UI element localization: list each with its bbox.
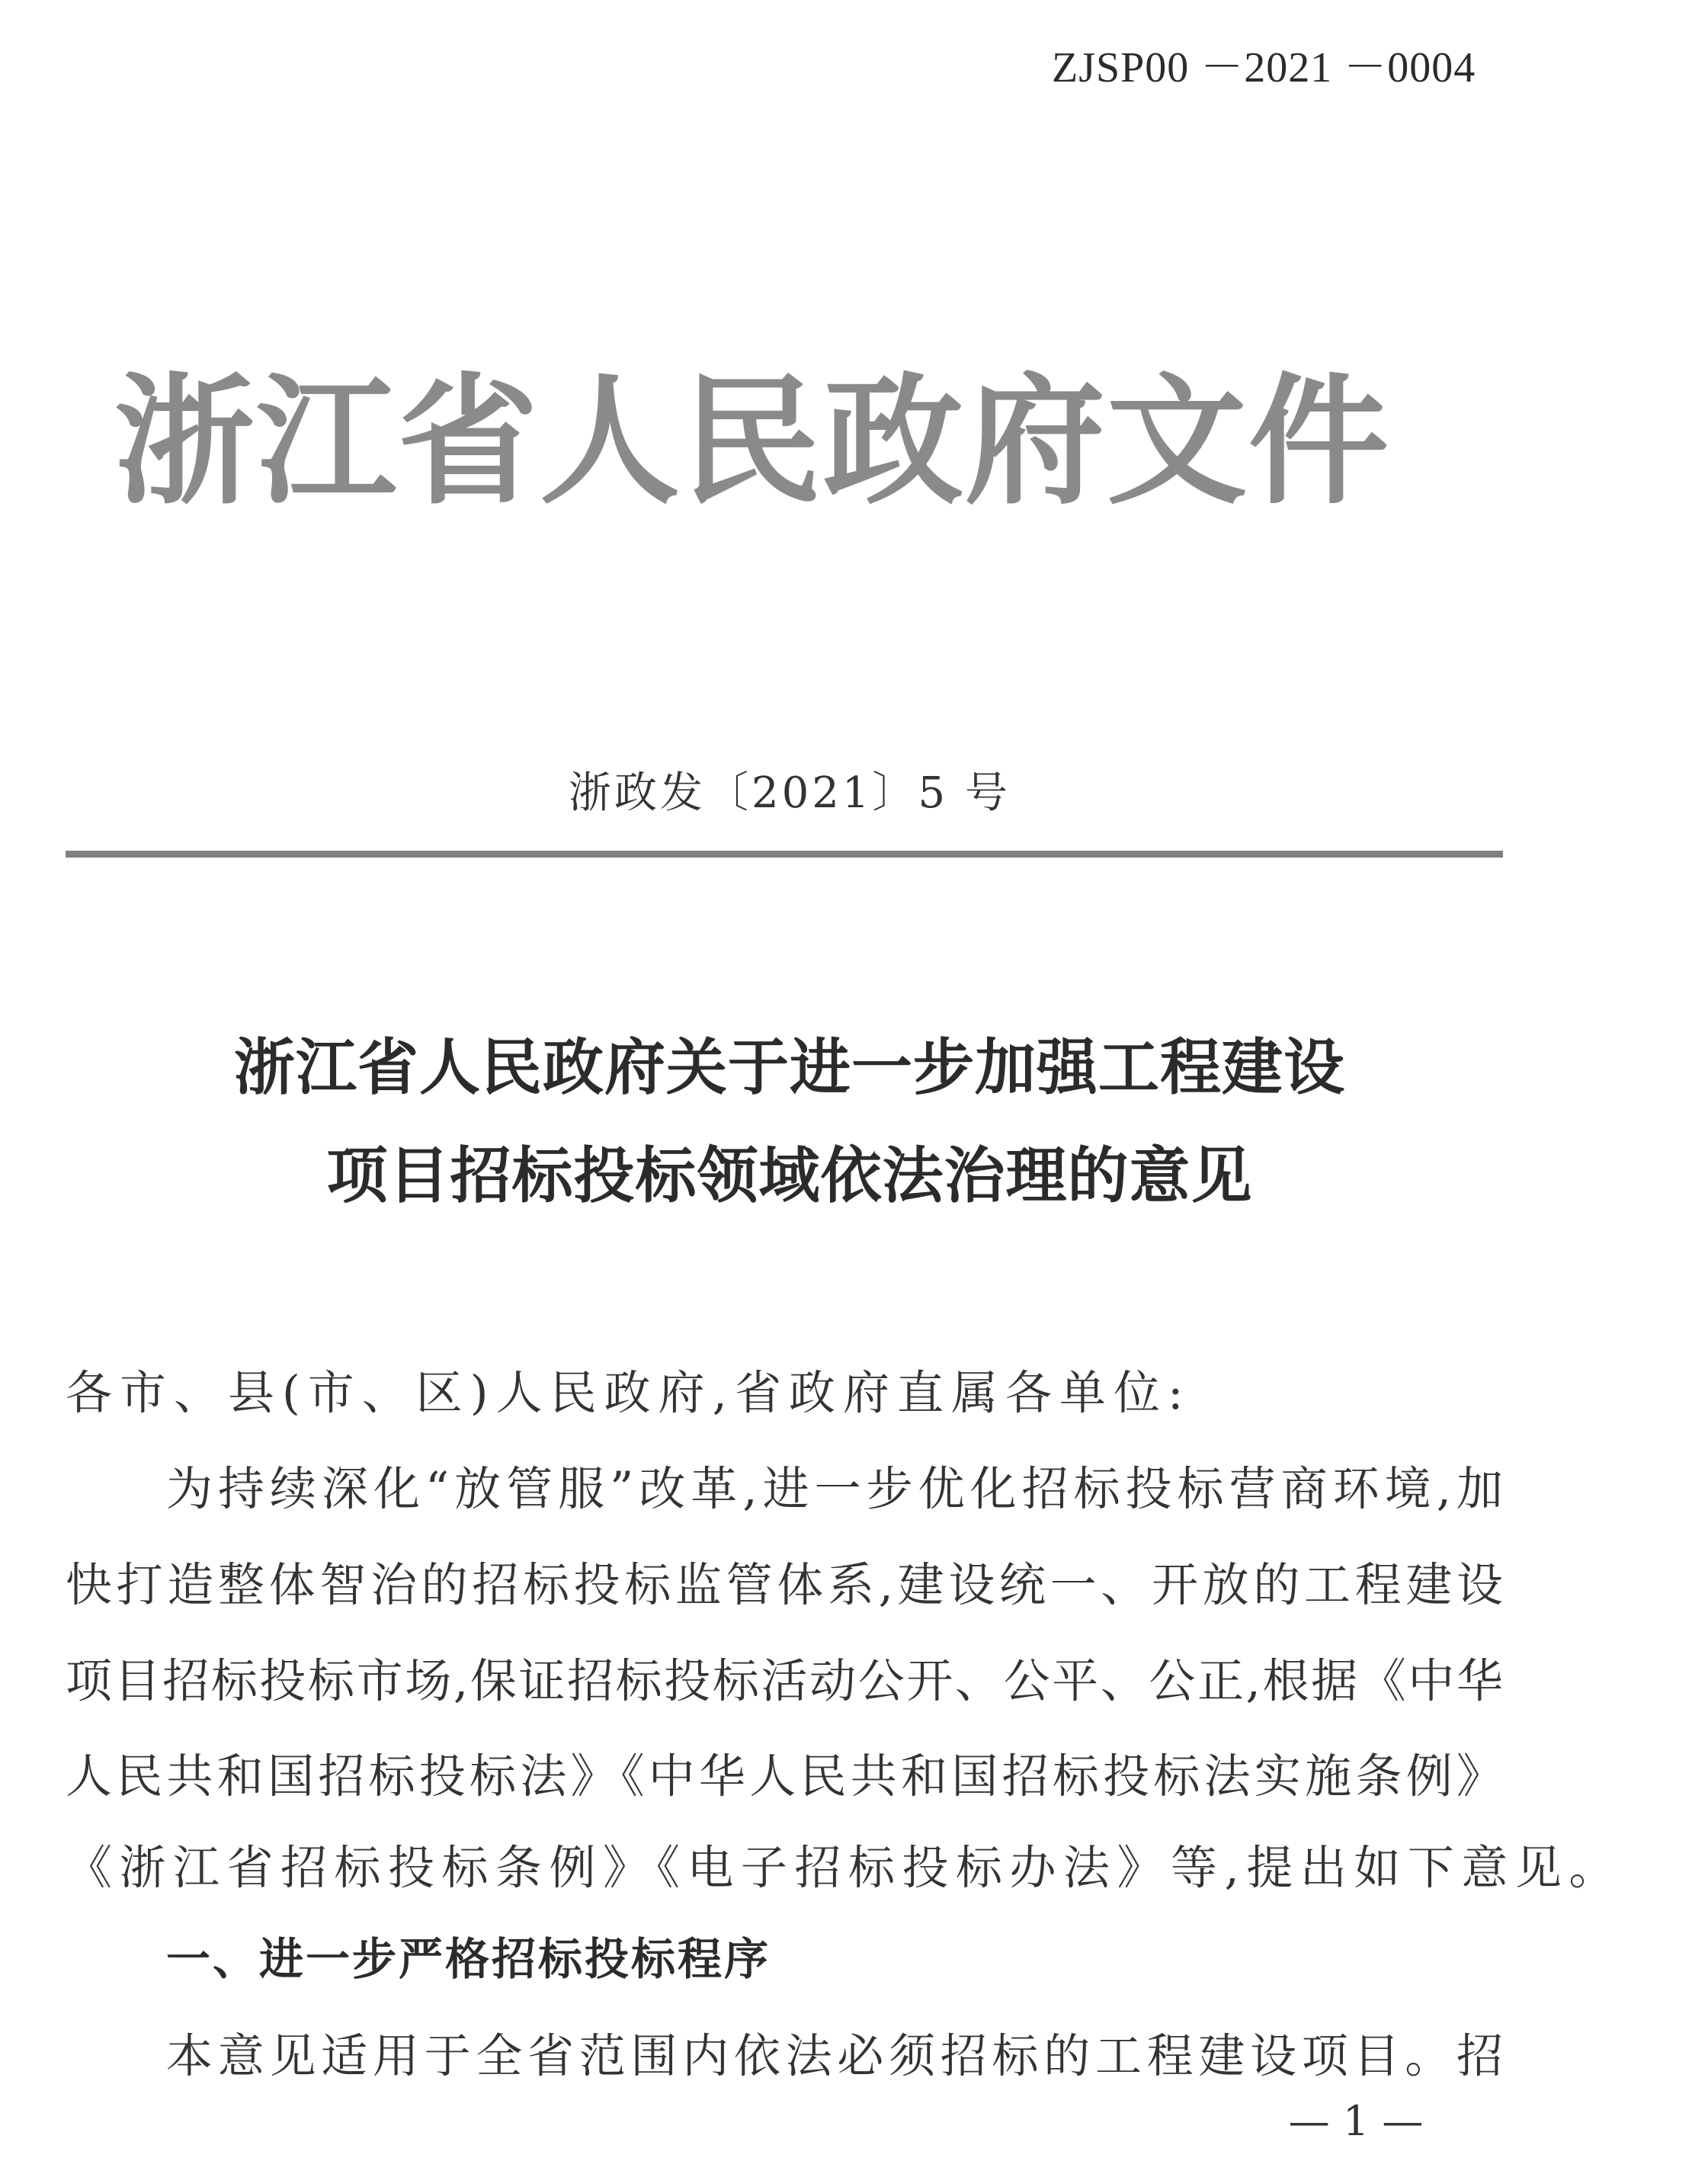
document-title-line-1: 浙江省人民政府关于进一步加强工程建设	[234, 1032, 1345, 1103]
masthead-title: 浙江省人民政府文件	[114, 361, 1391, 524]
document-code: ZJSP00 －2021 －0004	[1052, 44, 1476, 91]
section-1-heading: 一、进一步严格招标投标程序	[166, 1933, 771, 1985]
masthead-divider	[66, 851, 1503, 858]
paragraph-1-line-2: 快打造整体智治的招标投标监管体系,建设统一、开放的工程建设	[66, 1558, 1503, 1612]
document-title	[0, 1014, 1579, 1230]
paragraph-1-line-5: 《浙江省招标投标条例》《电子招标投标办法》等,提出如下意见。	[66, 1841, 1623, 1895]
salutation: 各市、县(市、区)人民政府,省政府直属各单位:	[66, 1366, 1191, 1420]
document-title-line-2: 项目招标投标领域依法治理的意见	[326, 1140, 1253, 1211]
paragraph-1-line-1: 为持续深化“放管服”改革,进一步优化招标投标营商环境,加	[166, 1462, 1503, 1516]
paragraph-2-line-1: 本意见适用于全省范围内依法必须招标的工程建设项目。招	[166, 2029, 1503, 2083]
document-number: 浙政发〔2021〕5 号	[569, 768, 1011, 818]
paragraph-1-line-4: 人民共和国招标投标法》《中华人民共和国招标投标法实施条例》	[66, 1749, 1503, 1804]
page-number: — 1 —	[1288, 2097, 1424, 2145]
paragraph-1-line-3: 项目招标投标市场,保证招标投标活动公开、公平、公正,根据《中华	[66, 1654, 1503, 1708]
